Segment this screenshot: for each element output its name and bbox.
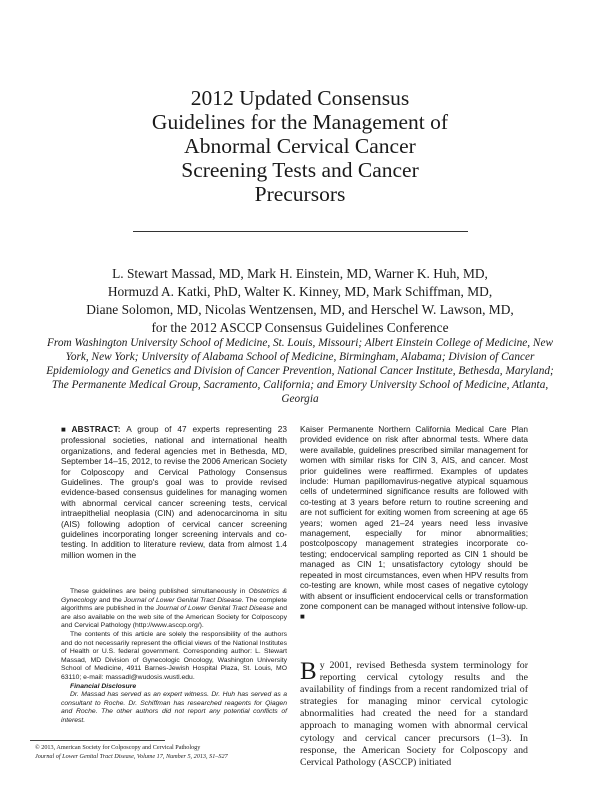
article-title [100, 86, 500, 206]
author-line: for the 2012 ASCCP Consensus Guidelines Conference [151, 320, 449, 335]
title-line: Abnormal Cervical Cancer [184, 134, 416, 158]
abstract-text-continued: Kaiser Permanente Northern California Medical Care Plan provided evidence on risk after abnormal tests. Where data were available, guidelines prescribed similar management for women with similar risks for CIN 3, AIS, and cancer. Most prior guidelines were reaffirmed. Examples of updates include: Human papillomavirus-negative atypical squamous cells of undetermined significance results are followed with co-testing at 3 years before return to routine screening and are not sufficient for exiting women from screening at age 65 years; women aged 21–24 years need less invasive management, especially for minor abnormalities; postcolposcopy management strategies incorporate co-testing; endocervical sampling reported as CIN 1 should be managed as CIN 1; unsatisfactory cytology should be repeated in most circumstances, even when HPV results from co-testing are known, while most cases of negative cytology with absent or insufficient endocervical cells or transformation zone component can be managed without intensive follow-up. [300, 424, 528, 611]
square-end-icon: ■ [300, 612, 305, 622]
body-introduction [300, 660, 528, 769]
abstract-left-column [61, 424, 287, 560]
disclosure-text: Dr. Massad has served as an expert witness. Dr. Huh has served as a consultant to Roche. Dr. Schiffman has researched reagents for Qiagen and Roche. The other authors did not report any potential conflicts of interest. [61, 691, 287, 724]
abstract-label: ABSTRACT: [71, 424, 121, 434]
footer-divider [30, 740, 165, 741]
responsibility-note: The contents of this article are solely the responsibility of the authors and do not necessarily represent the official views of the National Institutes of Health or U.S. federal government. Corresponding author: L. Stewart Massad, MD Division of Gynecologic Oncology, Washington University School of Medicine, 4911 Barnes-Jewish Hospital Plaza, St. Louis, MO 63110; e-mail: massadl@wudosis.wustl.edu. [61, 630, 287, 681]
title-line: Screening Tests and Cancer [181, 158, 419, 182]
copyright: © 2013, American Society for Colposcopy and Cervical Pathology [35, 744, 201, 751]
drop-cap: B [300, 658, 317, 685]
title-line: 2012 Updated Consensus [190, 86, 410, 110]
title-divider [133, 231, 468, 232]
abstract-text: A group of 47 experts representing 23 professional societies, national and international health organizations, and federal agencies met in Bethesda, MD, September 14–15, 2012, to revise the 2006 American Society for Colposcopy and Cervical Pathology Consensus Guidelines. The group's goal was to provide revised evidence-based consensus guidelines for managing women with abnormal cervical cancer screening tests, cervical intraepithelial neoplasia (CIN) and adenocarcinoma in situ (AIS) following adoption of cervical cancer screening guidelines incorporating longer screening intervals and co-testing. In addition to literature review, data from almost 1.4 million women in the [61, 424, 288, 560]
title-line: Guidelines for the Management of [151, 110, 449, 134]
author-list [40, 265, 560, 337]
abstract-right-column [300, 424, 528, 623]
affiliations: From Washington University School of Medicine, St. Louis, Missouri; Albert Einstein College of Medicine, New York, New York; University of Alabama School of Medicine, Birmingham, Alabama; Division of Cancer Epidemiology and Genetics and Division of Cancer Prevention, National Cancer Institute, Bethesda, Maryland; The Permanente Medical Group, Sacramento, California; and Emory University School of Medicine, Atlanta, Georgia [46, 337, 554, 405]
author-line: Hormuzd A. Katki, PhD, Walter K. Kinney, MD, Mark Schiffman, MD, [107, 284, 493, 299]
disclosure-heading: Financial Disclosure [70, 682, 137, 690]
author-line: Diane Solomon, MD, Nicolas Wentzensen, MD, and Herschel W. Lawson, MD, [86, 302, 514, 317]
page-footer [35, 744, 295, 761]
article-notes [61, 588, 287, 726]
square-bullet-icon: ■ [61, 425, 70, 434]
publication-note: These guidelines are being published simultaneously in Obstetrics & Gynecology and the Journal of Lower Genital Tract Disease. The complete algorithms are published in the Journal of Lower Genital Tract Disease and are also available on the web site of the American Society for Colposcopy and Cervical Pathology (http://www.asccp.org/). [61, 588, 288, 630]
journal-citation: Journal of Lower Genital Tract Disease, Volume 17, Number 5, 2013, S1–S27 [35, 752, 228, 760]
title-line: Precursors [254, 182, 346, 206]
body-paragraph: y 2001, revised Bethesda system terminology for reporting cervical cytology results and the availability of findings from a recent randomized trial of strategies for managing minor cervical cytologic abnormalities had created the need for a standard approach to managing women with abnormal cervical cytology and cervical cancer precursors (1–3). In response, the American Society for Colposcopy and Cervical Pathology (ASCCP) initiated [300, 660, 528, 768]
author-line: L. Stewart Massad, MD, Mark H. Einstein, MD, Warner K. Huh, MD, [112, 266, 488, 281]
